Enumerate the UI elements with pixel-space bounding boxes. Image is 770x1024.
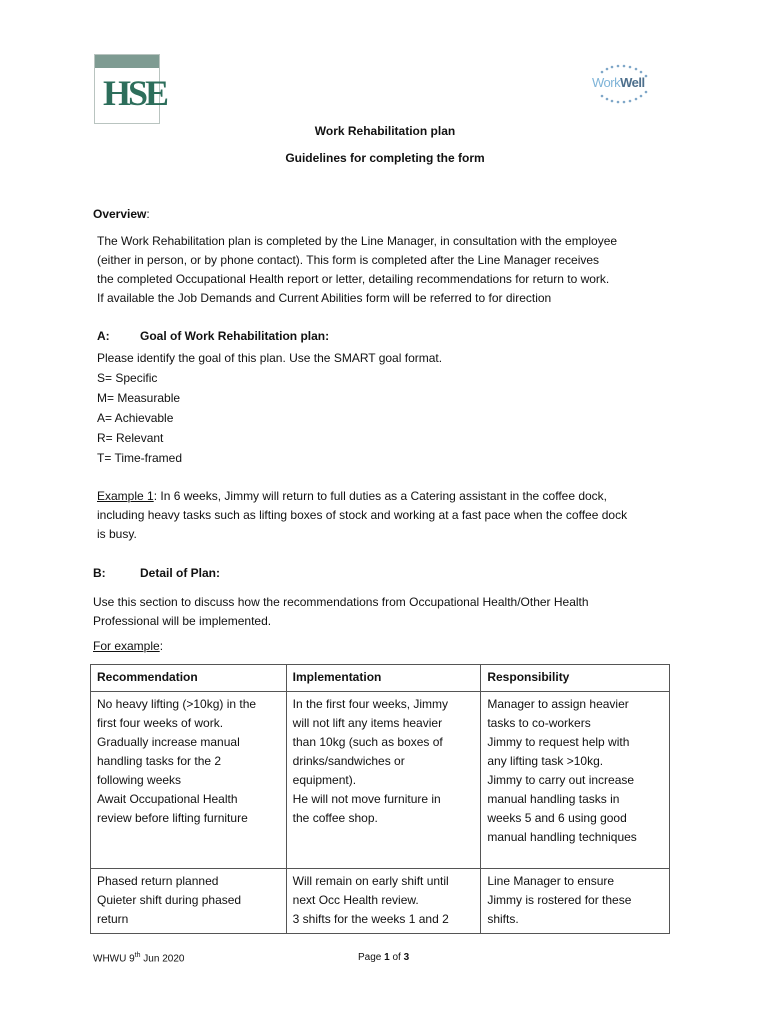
document-subtitle: Guidelines for completing the form [285,151,485,165]
for-example-colon: : [159,639,164,653]
cell-line: first four weeks of work. [97,716,224,730]
header-recommendation: Recommendation [91,665,287,692]
cell-line: following weeks [97,773,182,787]
hse-logo-text [103,73,166,113]
page-prefix: Page [358,952,385,963]
cell-line: He will not move furniture in [292,792,441,806]
hse-logo-letters: HSE [103,73,167,113]
cell-line: Jimmy to request help with [487,735,630,749]
overview-line: The Work Rehabilitation plan is completed by the Line Manager, in consultation with the employee [97,234,618,248]
section-a-letter: A: [97,329,110,343]
recommendation-table [90,664,670,934]
overview-colon: : [146,207,150,221]
cell-line: Await Occupational Health [97,792,238,806]
document-title: Work Rehabilitation plan [314,124,456,138]
section-a-body [97,348,677,468]
footer-date [93,952,184,964]
example-line: is busy. [97,527,137,541]
smart-item: S= Specific [97,371,158,385]
example-label: Example 1 [97,489,154,503]
cell-line: Gradually increase manual [97,735,240,749]
workwell-text-work: Work [592,75,621,90]
header-responsibility: Responsibility [481,665,670,692]
example-paragraph [97,487,677,544]
cell-line: 3 shifts for the weeks 1 and 2 [292,912,449,926]
page-current: 1 [384,952,390,963]
table-cell [286,692,481,869]
smart-item: M= Measurable [97,391,181,405]
section-b-line: Use this section to discuss how the recommendations from Occupational Health/Other Health [93,595,589,609]
cell-line: manual handling tasks in [487,792,620,806]
cell-line: weeks 5 and 6 using good [487,811,627,825]
cell-line: Manager to assign heavier [487,697,629,711]
section-b-line: Professional will be implemented. [93,614,272,628]
table-header-row [91,665,670,692]
overview-paragraph [97,232,677,308]
for-example-label [93,637,673,656]
header-implementation: Implementation [286,665,481,692]
cell-line: Phased return planned [97,874,219,888]
overview-line: (either in person, or by phone contact). This form is completed after the Line Manager receives [97,253,600,267]
footer-page-number [358,952,409,963]
cell-line: drinks/sandwiches or [292,754,405,768]
cell-line: Jimmy is rostered for these [487,893,632,907]
page-of: of [389,952,404,963]
smart-item: R= Relevant [97,431,164,445]
overview-heading [93,205,673,224]
section-b-heading: Detail of Plan: [140,566,221,580]
table-cell [91,692,287,869]
section-b-paragraph [93,593,673,631]
overview-heading-text: Overview [93,207,147,221]
cell-line: next Occ Health review. [292,893,419,907]
cell-line: review before lifting furniture [97,811,248,825]
hse-logo-bar [95,55,159,68]
example-first-line-text: : In 6 weeks, Jimmy will return to full duties as a Catering assistant in the coffee dock, [153,489,608,503]
table-row [91,869,670,934]
cell-line: tasks to co-workers [487,716,591,730]
smart-item: T= Time-framed [97,451,183,465]
workwell-logo-text [592,75,645,90]
cell-line: any lifting task >10kg. [487,754,604,768]
cell-line: Will remain on early shift until [292,874,449,888]
overview-line: the completed Occupational Health report or letter, detailing recommendations for return to work. [97,272,610,286]
table-row [91,692,670,869]
cell-line: In the first four weeks, Jimmy [292,697,449,711]
cell-line: handling tasks for the 2 [97,754,222,768]
smart-item: A= Achievable [97,411,174,425]
section-a-heading: Goal of Work Rehabilitation plan: [140,329,330,343]
cell-line: Line Manager to ensure [487,874,615,888]
table-cell [481,692,670,869]
workwell-text-well: Well [620,75,645,90]
example-line: including heavy tasks such as lifting boxes of stock and working at a fast pace when the coffee dock [97,508,628,522]
cell-line: No heavy lifting (>10kg) in the [97,697,257,711]
for-example-text: For example [93,639,160,653]
cell-line: than 10kg (such as boxes of [292,735,443,749]
page-total: 3 [403,952,410,963]
footer-date-suffix: Jun 2020 [140,953,185,965]
footer-date-prefix: WHWU 9 [93,953,135,965]
cell-line: manual handling techniques [487,830,637,844]
workwell-logo [588,60,658,108]
footer-date-sup: th [134,952,141,959]
table-cell [286,869,481,934]
cell-line: the coffee shop. [292,811,378,825]
section-a-intro: Please identify the goal of this plan. Use the SMART goal format. [97,351,443,365]
overview-line: If available the Job Demands and Current Abilities form will be referred to for direction [97,291,552,305]
cell-line: Quieter shift during phased [97,893,242,907]
cell-line: shifts. [487,912,519,926]
table-cell [481,869,670,934]
table-cell [91,869,287,934]
cell-line: equipment). [292,773,357,787]
cell-line: Jimmy to carry out increase [487,773,635,787]
cell-line: return [97,912,129,926]
example-first-line [97,487,677,506]
cell-line: will not lift any items heavier [292,716,443,730]
hse-logo [94,54,167,124]
section-b-letter: B: [93,566,106,580]
